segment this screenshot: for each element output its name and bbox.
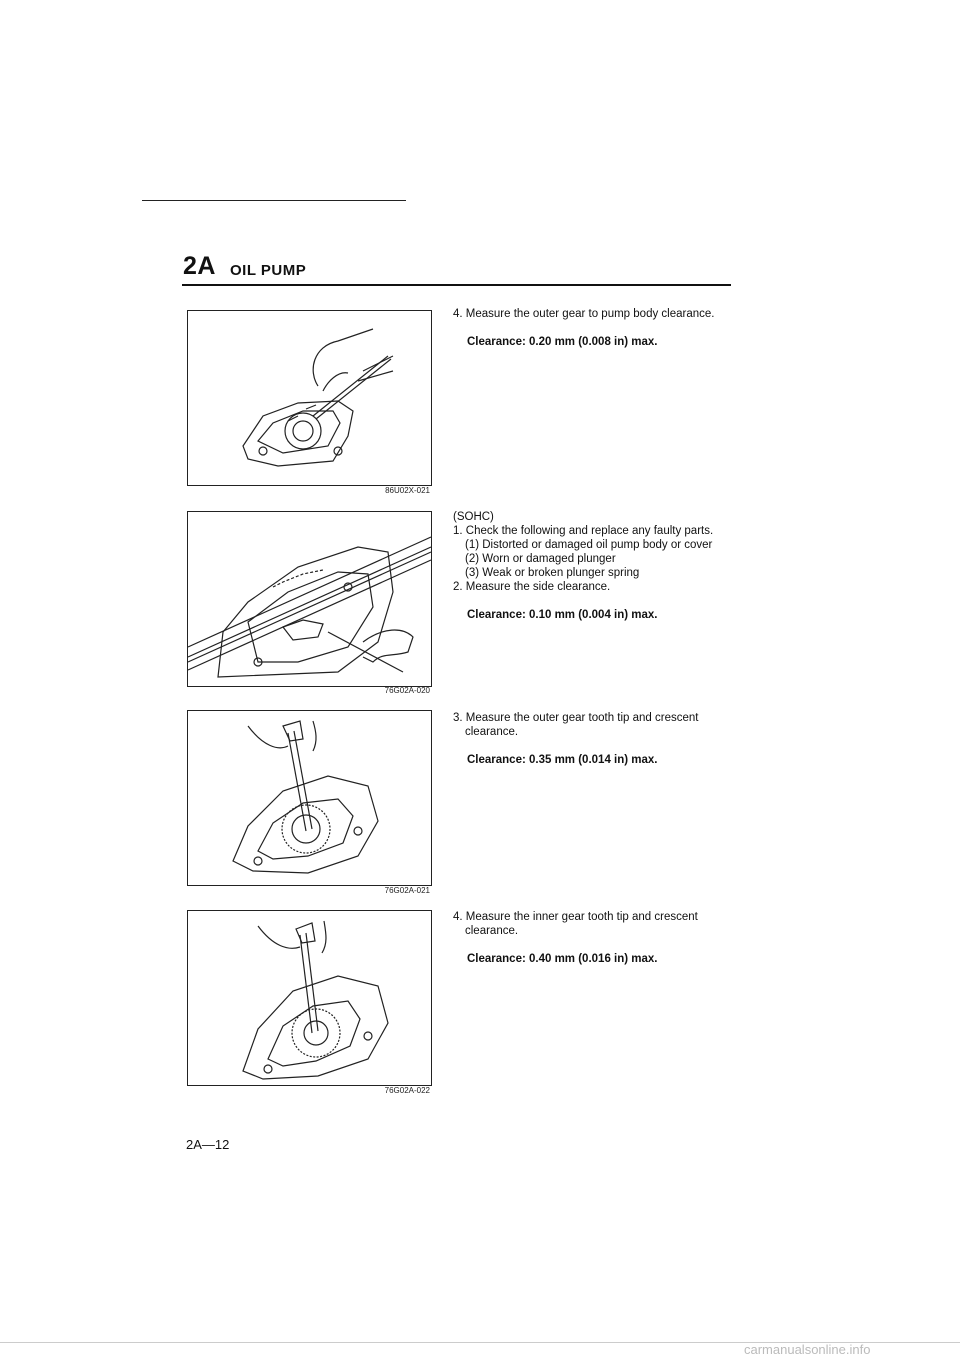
clearance-spec: Clearance: 0.40 mm (0.016 in) max. <box>467 953 658 965</box>
outer-gear-crescent-illustration-icon <box>188 711 431 885</box>
instruction-line-continued: clearance. <box>465 726 519 738</box>
engine-variant-label: (SOHC) <box>453 511 494 523</box>
clearance-spec: Clearance: 0.35 mm (0.014 in) max. <box>467 754 658 766</box>
page-number: 2A—12 <box>186 1137 230 1152</box>
instruction-line: 1. Check the following and replace any faulty parts. <box>453 525 714 537</box>
checklist-item: (1) Distorted or damaged oil pump body or cover <box>465 539 713 551</box>
figure-3 <box>187 710 432 886</box>
instruction-line: 4. Measure the inner gear tooth tip and crescent <box>453 911 698 923</box>
instruction-line: 4. Measure the outer gear to pump body clearance. <box>453 308 715 320</box>
figure-4-code: 76G02A-022 <box>384 1086 430 1095</box>
top-rule <box>142 200 406 201</box>
instruction-line-continued: clearance. <box>465 925 519 937</box>
feeler-gauge-outer-gear-illustration-icon <box>188 311 431 485</box>
inner-gear-crescent-illustration-icon <box>188 911 431 1085</box>
checklist-item: (3) Weak or broken plunger spring <box>465 567 640 579</box>
figure-4 <box>187 910 432 1086</box>
section-title: OIL PUMP <box>230 262 307 279</box>
straightedge-side-clearance-illustration-icon <box>188 512 431 686</box>
instruction-line: 2. Measure the side clearance. <box>453 581 611 593</box>
instruction-block-4 <box>453 910 733 978</box>
instruction-line: 3. Measure the outer gear tooth tip and crescent <box>453 712 699 724</box>
figure-1 <box>187 310 432 486</box>
watermark: carmanualsonline.info <box>744 1342 871 1357</box>
instruction-block-3 <box>453 711 733 779</box>
instruction-block-2 <box>453 510 733 634</box>
figure-3-code: 76G02A-021 <box>384 886 430 895</box>
instruction-block-1 <box>453 307 733 361</box>
figure-2-code: 76G02A-020 <box>384 686 430 695</box>
figure-1-code: 86U02X-021 <box>385 486 430 495</box>
header-rule <box>182 284 731 286</box>
clearance-spec: Clearance: 0.10 mm (0.004 in) max. <box>467 609 658 621</box>
clearance-spec: Clearance: 0.20 mm (0.008 in) max. <box>467 336 658 348</box>
checklist-item: (2) Worn or damaged plunger <box>465 553 616 565</box>
section-number: 2A <box>183 252 216 280</box>
figure-2 <box>187 511 432 687</box>
